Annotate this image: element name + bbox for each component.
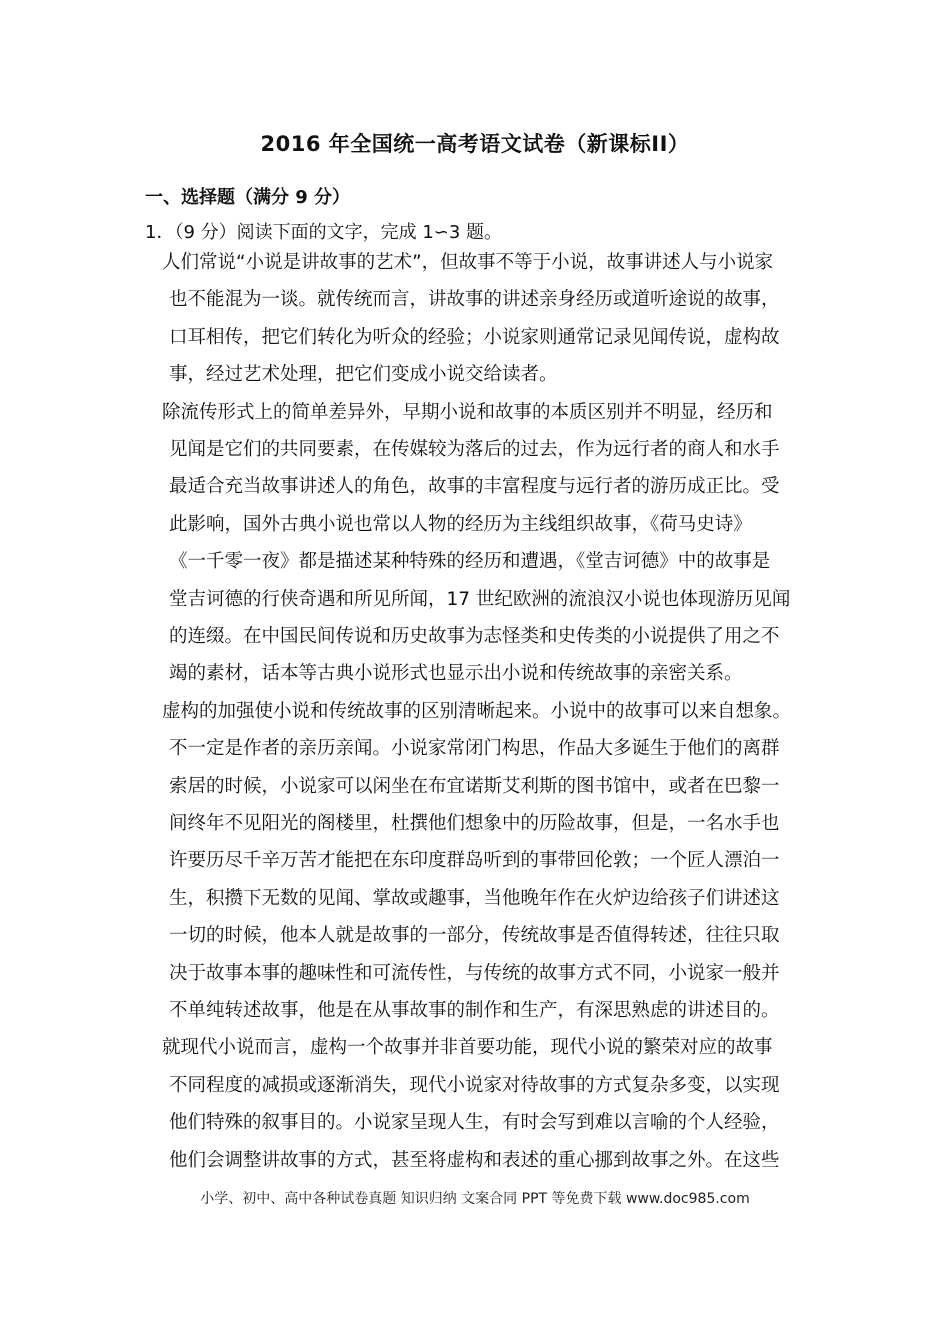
passage-line: 《一千零一夜》都是描述某种特殊的经历和遭遇，《堂吉诃德》中的故事是	[169, 551, 771, 573]
passage-line: 人们常说“小说是讲故事的艺术”，但故事不等于小说，故事讲述人与小说家	[162, 252, 774, 273]
page-footer: 小学、初中、高中各种试卷真题 知识归纳 文案合同 PPT 等免费下载 www.doc985.com	[200, 1191, 750, 1207]
section-heading: 一、选择题（满分 9 分）	[145, 187, 351, 208]
passage-line: 他们特殊的叙事目的。小说家呈现人生，有时会写到难以言喻的个人经验，	[169, 1112, 780, 1134]
passage-line: 生，积攒下无数的见闻、掌故或趣事，当他晚年作在火炉边给孩子们讲述这	[169, 887, 780, 909]
passage-line: 就现代小说而言，虚构一个故事并非首要功能，现代小说的繁荣对应的故事	[162, 1037, 773, 1059]
passage-line: 事，经过艺术处理，把它们变成小说交给读者。	[169, 364, 558, 386]
passage-line: 最适合充当故事讲述人的角色，故事的丰富程度与远行者的游历成正比。受	[169, 476, 780, 498]
passage-line: 的连缀。在中国民间传说和历史故事为志怪类和史传类的小说提供了用之不	[169, 626, 780, 647]
question-intro: 1．（9 分）阅读下面的文字，完成 1∽3 题。	[145, 222, 503, 243]
passage-line: 也不能混为一谈。就传统而言，讲故事的讲述亲身经历或道听途说的故事，	[169, 289, 780, 311]
passage-line: 虚构的加强使小说和传统故事的区别清晰起来。小说中的故事可以来自想象。	[162, 700, 792, 722]
passage-line: 他们会调整讲故事的方式，甚至将虚构和表述的重心挪到故事之外。在这些	[169, 1149, 780, 1171]
passage-line: 不一定是作者的亲历亲闻。小说家常闭门构思，作品大多诞生于他们的离群	[169, 738, 780, 760]
passage-line: 堂吉诃德的行侠奇遇和所见所闻，17 世纪欧洲的流浪汉小说也体现游历见闻	[169, 588, 791, 610]
passage-line: 决于故事本事的趣味性和可流传性，与传统的故事方式不同，小说家一般并	[169, 962, 780, 984]
passage-line: 口耳相传，把它们转化为听众的经验；小说家则通常记录见闻传说，虚构故	[169, 326, 780, 348]
passage-line: 间终年不见阳光的阁楼里，杜撰他们想象中的历险故事，但是，一名水手也	[169, 813, 780, 834]
passage-line: 不单纯转述故事，他是在从事故事的制作和生产，有深思熟虑的讲述目的。	[169, 1000, 780, 1021]
passage-line: 一切的时候，他本人就是故事的一部分，传统故事是否值得转述，往往只取	[169, 925, 780, 947]
document-title: 2016 年全国统一高考语文试卷（新课标II）	[260, 132, 690, 156]
passage-line: 除流传形式上的简单差异外，早期小说和故事的本质区别并不明显，经历和	[162, 401, 773, 423]
passage-line: 许要历尽千辛万苦才能把在东印度群岛听到的事带回伦敦；一个匠人漂泊一	[169, 850, 780, 872]
passage-line: 不同程度的减损或逐渐消失，现代小说家对待故事的方式复杂多变，以实现	[169, 1074, 780, 1096]
passage-line: 索居的时候，小说家可以闲坐在布宜诺斯艾利斯的图书馆中，或者在巴黎一	[169, 775, 780, 797]
passage-line: 此影响，国外古典小说也常以人物的经历为主线组织故事，《荷马史诗》	[169, 513, 752, 535]
passage-line: 见闻是它们的共同要素，在传媒较为落后的过去，作为远行者的商人和水手	[169, 439, 780, 460]
passage-line: 竭的素材，话本等古典小说形式也显示出小说和传统故事的亲密关系。	[169, 663, 743, 685]
